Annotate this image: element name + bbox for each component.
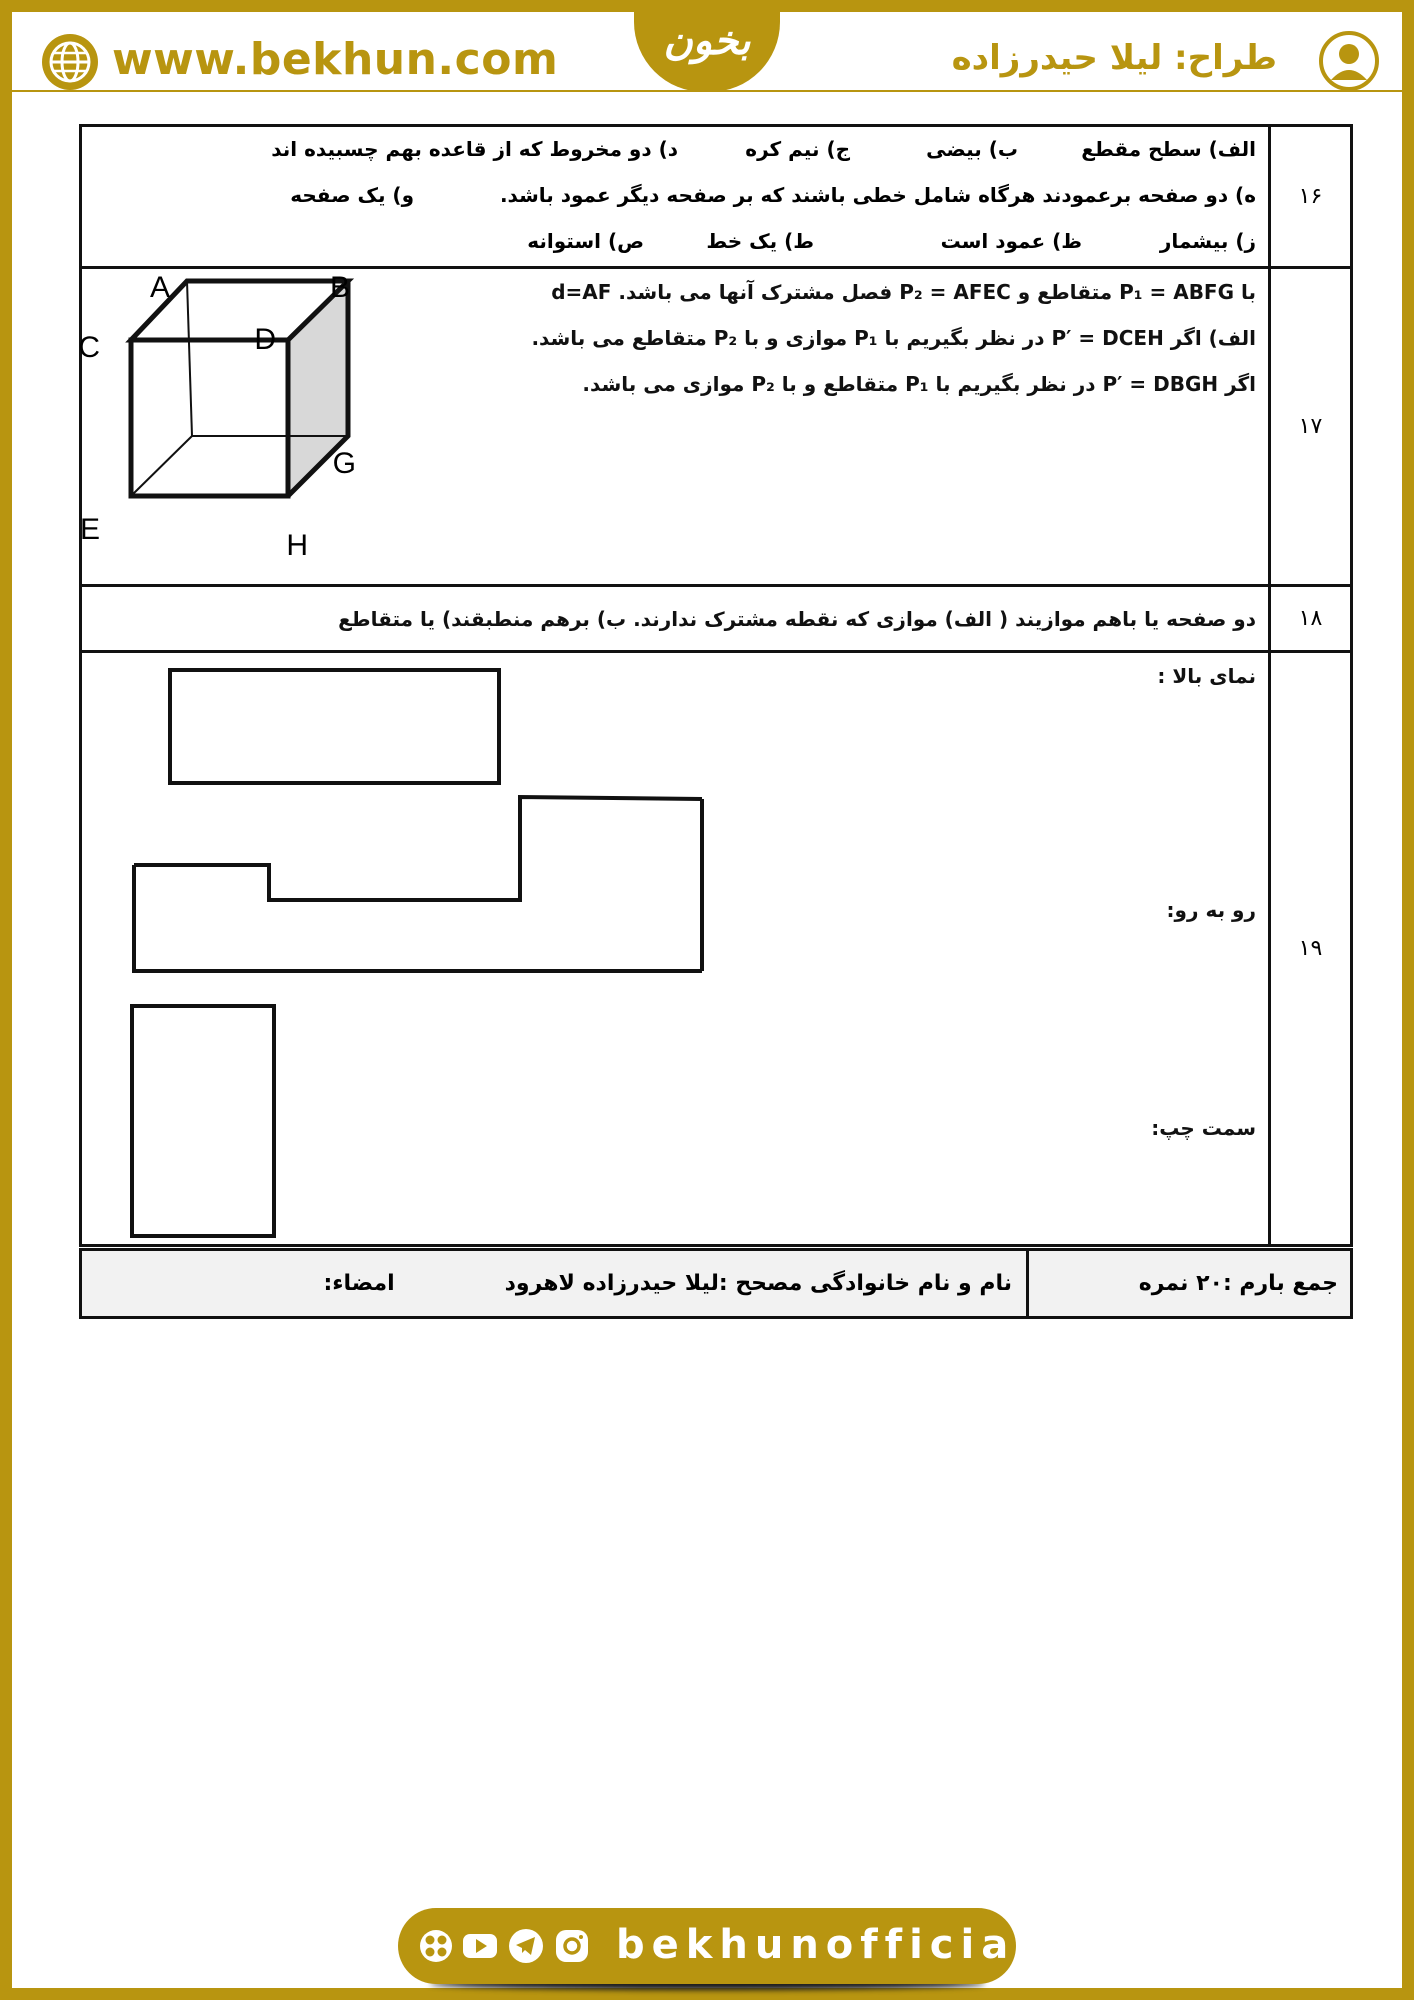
cube-hidden-edge — [187, 281, 192, 436]
option-text: ط) یک خط — [706, 229, 814, 253]
vertex-label-e: E — [79, 513, 100, 546]
total-score: جمع بارم :۲۰ نمره — [1028, 1250, 1352, 1318]
vertex-label-b: B — [329, 271, 350, 304]
question-number: ۱۷ — [1270, 268, 1352, 586]
answer-line: دو صفحه یا باهم موازیند ( الف) موازی که نقطه مشترک ندارند. ب) برهم منطبقند) یا متقاطع — [338, 606, 1256, 631]
view-label-top: نمای بالا : — [1157, 664, 1256, 688]
table-row — [81, 652, 1352, 1246]
vertex-label-d: D — [254, 323, 276, 356]
footer-table — [79, 1248, 1353, 1319]
answer-line: الف) اگر P′ = DCEH در نظر بگیریم با P₁ موازی و با P₂ متقاطع می باشد. — [531, 326, 1256, 350]
option-text: و) یک صفحه — [290, 183, 414, 207]
option-text: د) دو مخروط که از قاعده بهم چسبیده اند — [271, 137, 678, 161]
question-body — [81, 652, 1270, 1246]
answer-line: اگر P′ = DBGH در نظر بگیریم با P₁ متقاطع و با P₂ موازی می باشد. — [582, 372, 1256, 396]
option-text: ز) بیشمار — [1159, 229, 1256, 253]
option-text: ج) نیم کره — [745, 137, 850, 161]
question-body — [81, 126, 1270, 268]
aparat-icon[interactable] — [418, 1928, 454, 1964]
header-bar — [0, 0, 1414, 92]
option-text: ه) دو صفحه برعمودند هرگاه شامل خطی باشند که بر صفحه دیگر عمود باشد. — [499, 183, 1256, 207]
youtube-icon[interactable] — [462, 1928, 498, 1964]
user-icon — [1318, 30, 1380, 92]
answer-table — [79, 124, 1353, 1247]
vertex-label-g: G — [332, 447, 356, 480]
question-number: ۱۹ — [1270, 652, 1352, 1246]
question-body — [81, 586, 1270, 652]
table-row — [81, 126, 1352, 268]
orthographic-views — [82, 653, 702, 1241]
instagram-icon[interactable] — [554, 1928, 590, 1964]
site-url[interactable]: www.bekhun.com — [112, 34, 559, 85]
vertex-label-c: C — [78, 331, 100, 364]
option-text: ظ) عمود است — [940, 229, 1082, 253]
cube-diagram — [78, 271, 376, 579]
telegram-icon[interactable] — [508, 1928, 544, 1964]
option-text: ص) استوانه — [527, 229, 644, 253]
top-view-shape — [170, 670, 499, 783]
table-row — [81, 268, 1352, 586]
table-row — [81, 586, 1352, 652]
footer-row — [81, 1250, 1352, 1318]
vertex-label-a: A — [149, 271, 170, 304]
social-handle[interactable]: bekhunofficial — [616, 1922, 1036, 1968]
social-bar — [398, 1908, 1036, 1984]
options-block — [82, 127, 1268, 265]
logo-text: بخون — [663, 18, 751, 64]
option-text: الف) سطح مقطع — [1081, 137, 1256, 161]
question-number: ۱۶ — [1270, 126, 1352, 268]
front-view-shape — [134, 797, 702, 900]
question-body — [78, 268, 1270, 586]
answer-line: با P₁ = ABFG متقاطع و P₂ = AFEC فصل مشترک آنها می باشد. d=AF — [551, 280, 1256, 304]
view-label-left: سمت چپ: — [1151, 1116, 1256, 1140]
globe-icon — [40, 32, 100, 92]
left-view-shape — [132, 1006, 274, 1236]
front-view-shape — [134, 865, 702, 971]
option-text: ب) بیضی — [926, 137, 1018, 161]
signature-label: امضاء: — [323, 1271, 395, 1296]
question-number: ۱۸ — [1270, 586, 1352, 652]
vertex-label-h: H — [286, 529, 308, 562]
cube-hidden-edge — [131, 436, 192, 496]
corrector-name: نام و نام خانوادگی مصحح :لیلا حیدرزاده لاهرود — [504, 1271, 1012, 1296]
designer-name: طراح: لیلا حیدرزاده — [951, 38, 1277, 78]
corrector-cell — [81, 1250, 1028, 1318]
view-label-front: رو به رو: — [1166, 898, 1256, 922]
